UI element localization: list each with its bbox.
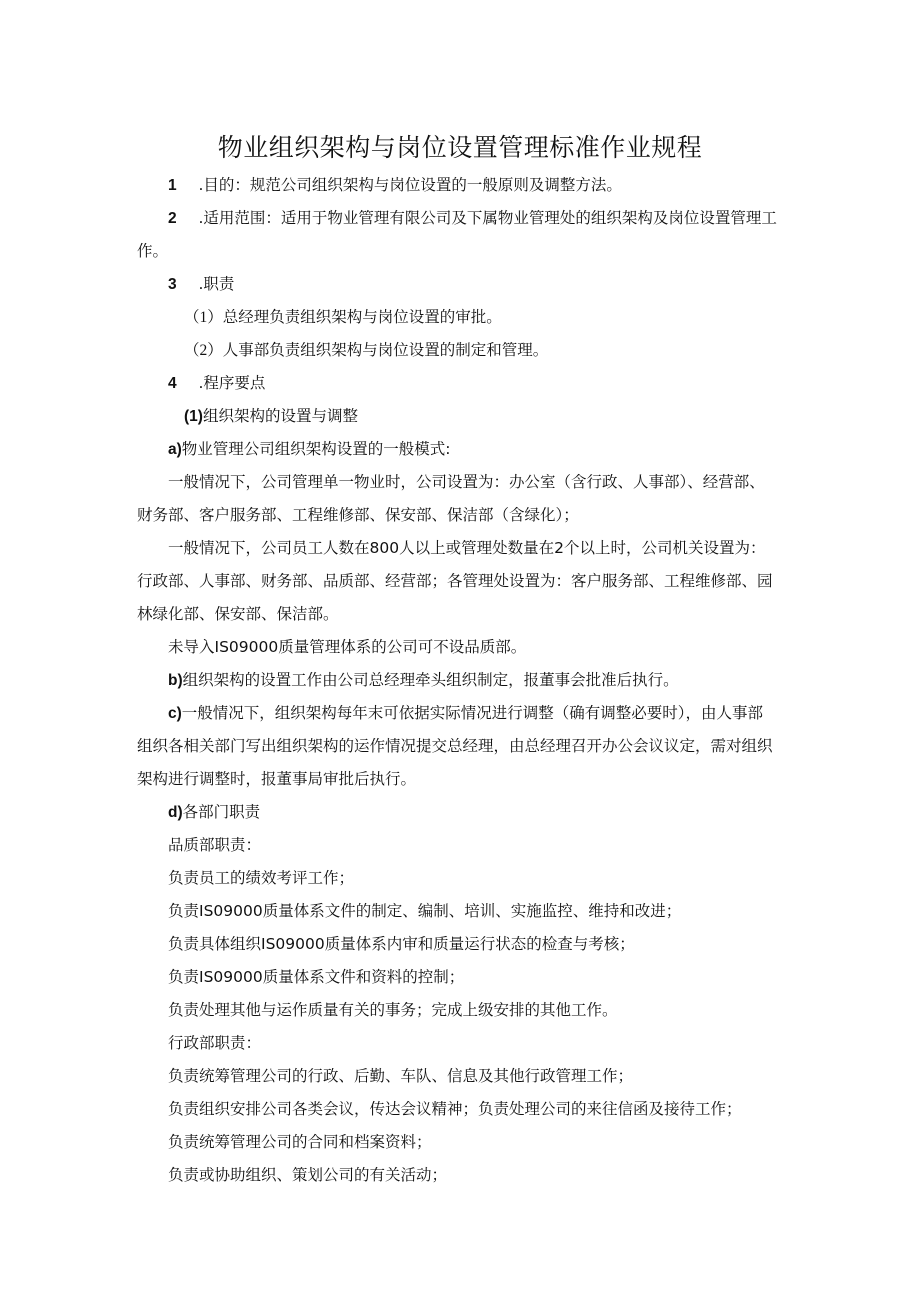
item-a-mark: a) xyxy=(168,441,182,458)
quality-duty-5: 负责处理其他与运作质量有关的事务；完成上级安排的其他工作。 xyxy=(168,1001,618,1019)
section-2-number: 2 xyxy=(168,210,177,227)
item-b xyxy=(168,669,679,692)
section-4-number: 4 xyxy=(168,375,177,392)
quality-duty-1: 负责员工的绩效考评工作； xyxy=(168,869,355,887)
subsection-1-text: 组织架构的设置与调整 xyxy=(202,407,358,425)
section-4-text: .程序要点 xyxy=(198,374,266,392)
section-2 xyxy=(168,207,777,230)
duty-item-2 xyxy=(184,339,548,362)
duty-item-1-mark: （1） xyxy=(184,309,223,326)
section-4 xyxy=(168,372,265,395)
document-title: 物业组织架构与岗位设置管理标准作业规程 xyxy=(217,133,703,162)
item-a-text: 物业管理公司组织架构设置的一般模式: xyxy=(181,440,451,458)
item-c-line-3: 架构进行调整时，报董事局审批后执行。 xyxy=(137,770,417,788)
item-c-line-1: 一般情况下，组织架构每年末可依据实际情况进行调整（确有调整必要时），由人事部 xyxy=(181,704,764,722)
item-a-para-2-line-2: 行政部、人事部、财务部、品质部、经营部；各管理处设置为：客户服务部、工程维修部、园 xyxy=(137,572,773,590)
item-c xyxy=(168,702,763,725)
duty-item-2-mark: （2） xyxy=(184,342,223,359)
section-1-number: 1 xyxy=(168,177,177,194)
subsection-1-mark: (1) xyxy=(184,408,203,425)
admin-duty-4: 负责或协助组织、策划公司的有关活动； xyxy=(168,1166,448,1184)
section-2-text: .适用范围：适用于物业管理有限公司及下属物业管理处的组织架构及岗位设置管理工 xyxy=(198,209,777,227)
admin-dept-heading: 行政部职责： xyxy=(168,1034,262,1052)
quality-duty-4: 负责IS09000质量体系文件和资料的控制； xyxy=(168,968,465,986)
item-d-mark: d) xyxy=(168,804,183,821)
duty-item-1-text: 总经理负责组织架构与岗位设置的审批。 xyxy=(222,308,502,326)
duty-item-2-text: 人事部负责组织架构与岗位设置的制定和管理。 xyxy=(222,341,549,359)
quality-duty-3: 负责具体组织IS09000质量体系内审和质量运行状态的检查与考核； xyxy=(168,935,635,953)
admin-duty-2: 负责组织安排公司各类会议，传达会议精神；负责处理公司的来往信函及接待工作； xyxy=(168,1100,742,1118)
item-a-para-2-line-3: 林绿化部、保安部、保洁部。 xyxy=(137,605,339,623)
duty-item-1 xyxy=(184,306,502,329)
section-3-text: .职责 xyxy=(198,275,235,293)
quality-duty-2: 负责IS09000质量体系文件的制定、编制、培训、实施监控、维持和改进； xyxy=(168,902,682,920)
section-1 xyxy=(168,174,622,197)
item-a-para-1-line-2: 财务部、客户服务部、工程维修部、保安部、保洁部（含绿化）； xyxy=(137,506,579,524)
section-3 xyxy=(168,273,234,296)
item-a-para-2-line-1: 一般情况下，公司员工人数在800人以上或管理处数量在2个以上时，公司机关设置为： xyxy=(168,539,766,557)
section-3-number: 3 xyxy=(168,276,177,293)
section-2-continuation: 作。 xyxy=(137,242,169,260)
item-d-text: 各部门职责 xyxy=(182,803,261,821)
item-b-text: 组织架构的设置工作由公司总经理牵头组织制定，报董事会批准后执行。 xyxy=(182,671,679,689)
item-a-para-3: 未导入IS09000质量管理体系的公司可不设品质部。 xyxy=(168,638,527,656)
section-1-text: .目的：规范公司组织架构与岗位设置的一般原则及调整方法。 xyxy=(198,176,622,194)
item-b-mark: b) xyxy=(168,672,183,689)
item-c-line-2: 组织各相关部门写出组织架构的运作情况提交总经理，由总经理召开办公会议议定，需对组织 xyxy=(137,737,773,755)
item-a-para-1-line-1: 一般情况下，公司管理单一物业时，公司设置为：办公室（含行政、人事部）、经营部、 xyxy=(168,473,765,491)
subsection-1 xyxy=(184,405,358,428)
admin-duty-1: 负责统筹管理公司的行政、后勤、车队、信息及其他行政管理工作； xyxy=(168,1067,634,1085)
admin-duty-3: 负责统筹管理公司的合同和档案资料； xyxy=(168,1133,432,1151)
item-c-mark: c) xyxy=(168,705,182,722)
item-d xyxy=(168,801,260,824)
item-a xyxy=(168,438,451,461)
quality-dept-heading: 品质部职责： xyxy=(168,836,262,854)
